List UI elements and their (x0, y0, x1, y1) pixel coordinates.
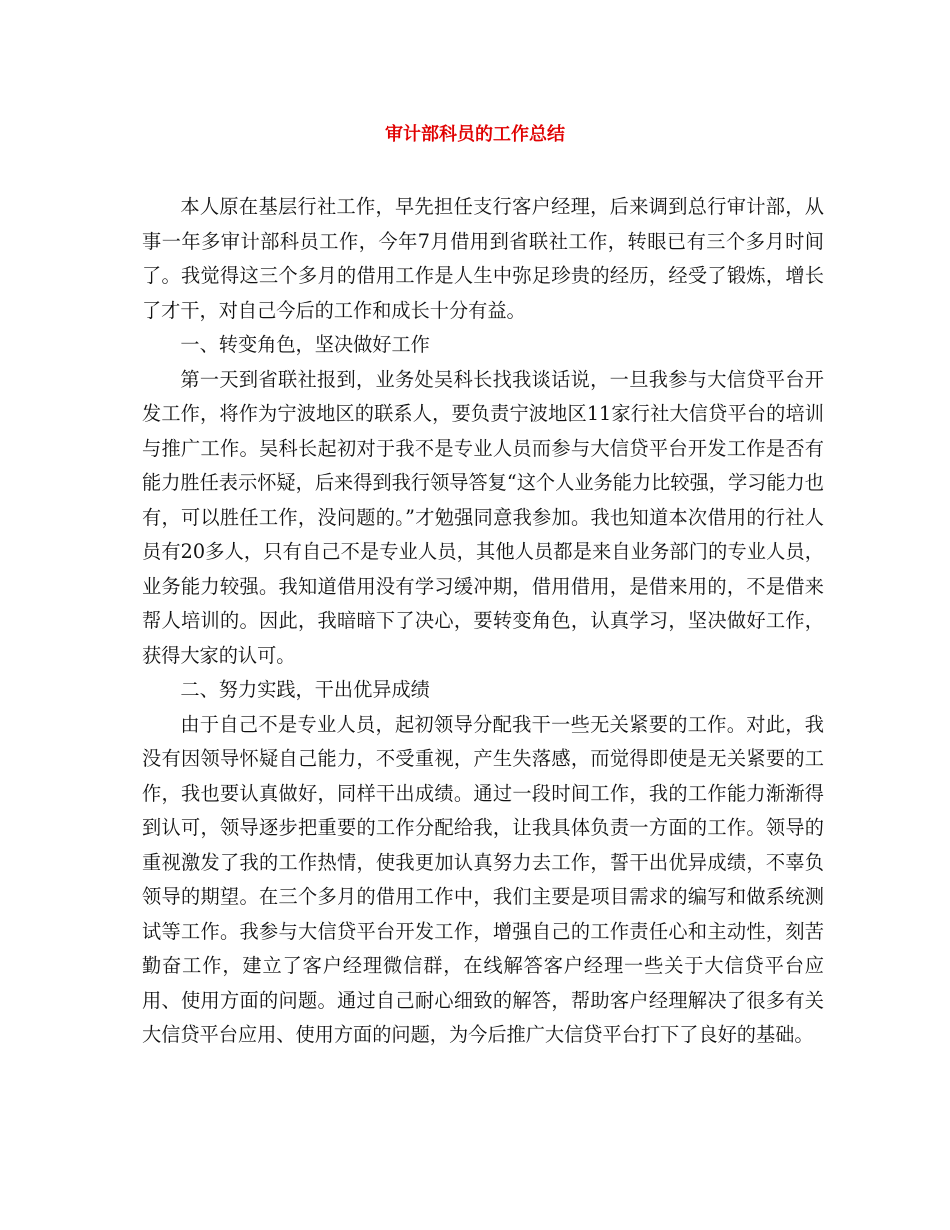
document-body (142, 190, 824, 1053)
section-heading-2: 二、努力实践，干出优异成绩 (180, 678, 430, 701)
section-2-paragraph: 由于自己不是专业人员，起初领导分配我干一些无关紧要的工作。对此，我没有因领导怀疑自己能力，不受重视，产生失落感，而觉得即使是无关紧要的工作，我也要认真做好，同样干出成绩。通过一段时间工作，我的工作能力渐渐得到认可，领导逐步把重要的工作分配给我，让我具体负责一方面的工作。领导的重视激发了我的工作热情，使我更加认真努力去工作，誓干出优异成绩，不辜负领导的期望。在三个多月的借用工作中，我们主要是项目需求的编写和做系统测试等工作。我参与大信贷平台开发工作，增强自己的工作责任心和主动性，刻苦勤奋工作，建立了客户经理微信群，在线解答客户经理一些关于大信贷平台应用、使用方面的问题。通过自己耐心细致的解答，帮助客户经理解决了很多有关大信贷平台应用、使用方面的问题，为今后推广大信贷平台打下了良好的基础。 (142, 712, 824, 1046)
document-title: 审计部科员的工作总结 (385, 124, 565, 145)
section-1-paragraph: 第一天到省联社报到，业务处吴科长找我谈话说，一旦我参与大信贷平台开发工作，将作为宁波地区的联系人，要负责宁波地区11家行社大信贷平台的培训与推广工作。吴科长起初对于我不是专业人员而参与大信贷平台开发工作是否有能力胜任表示怀疑，后来得到我行领导答复“这个人业务能力比较强，学习能力也有，可以胜任工作，没问题的。”才勉强同意我参加。我也知道本次借用的行社人员有20多人，只有自己不是专业人员，其他人员都是来自业务部门的专业人员，业务能力较强。我知道借用没有学习缓冲期，借用借用，是借来用的，不是借来帮人培训的。因此，我暗暗下了决心，要转变角色，认真学习，坚决做好工作，获得大家的认可。 (142, 367, 824, 667)
section-heading-1: 一、转变角色，坚决做好工作 (180, 333, 430, 356)
intro-paragraph: 本人原在基层行社工作，早先担任支行客户经理，后来调到总行审计部，从事一年多审计部科员工作，今年7月借用到省联社工作，转眼已有三个多月时间了。我觉得这三个多月的借用工作是人生中弥足珍贵的经历，经受了锻炼，增长了才干，对自己今后的工作和成长十分有益。 (142, 195, 824, 322)
